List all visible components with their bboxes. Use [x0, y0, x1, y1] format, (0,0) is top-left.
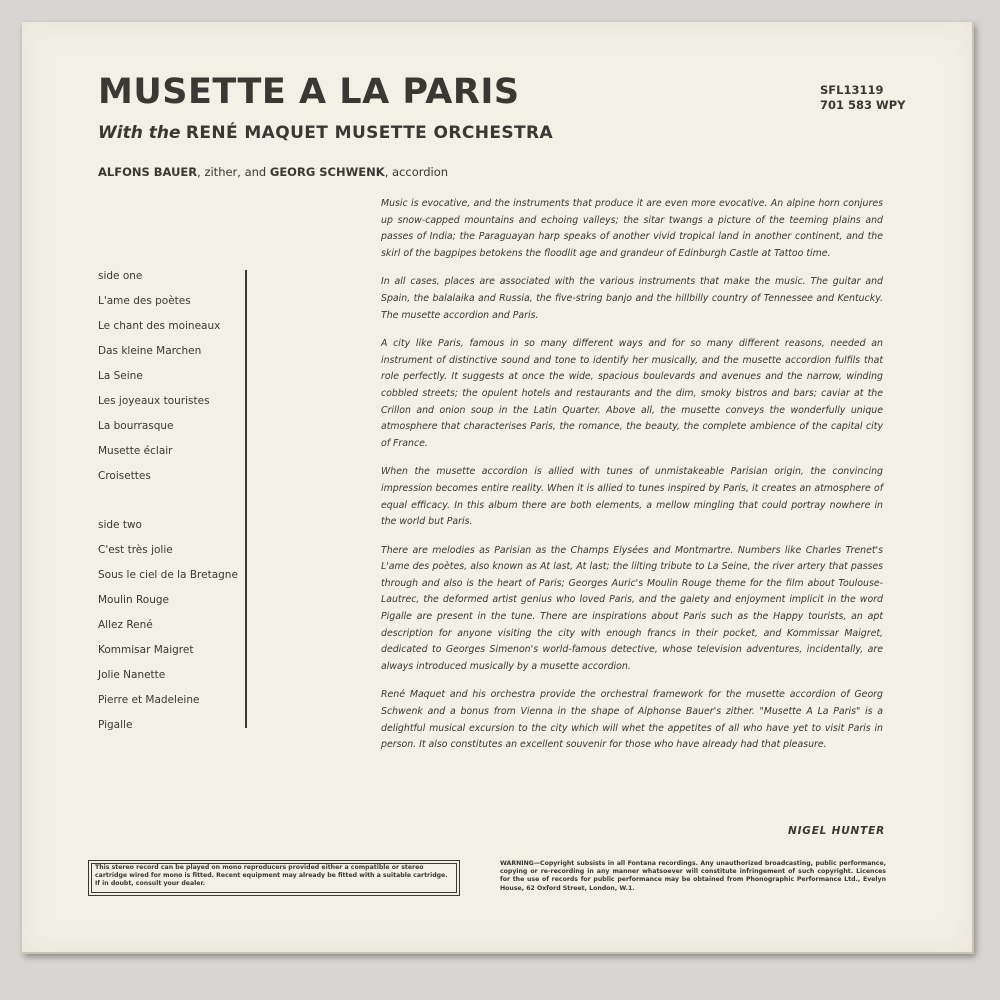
catalog-info: [820, 83, 905, 113]
soloist-role: , zither, and: [197, 165, 270, 179]
album-title: MUSETTE A LA PARIS: [98, 72, 520, 112]
track-item: Sous le ciel de la Bretagne: [98, 569, 238, 581]
liner-paragraph: A city like Paris, famous in so many different ways and for so many different reasons, needed an instrument of distinctive sound and tone to identify her musically, and the musette accordion fulfils that role perfectly. It suggests at once the wide, spacious boulevards and avenues and the narrow, winding cobbled streets; the opulent hotels and restaurants and the dim, smoky bistros and bars; caviar at the Crillon and onion soup in the Latin Quarter. Above all, the musette conveys the wonderfully unique atmosphere that characterises Paris, the romance, the beauty, the complete ambience of the capital city of France.: [381, 338, 883, 449]
track-item: Jolie Nanette: [98, 669, 166, 681]
stereo-notice-box: [88, 860, 460, 896]
track-item: Kommisar Maigret: [98, 644, 194, 656]
soloist-role: , accordion: [384, 165, 449, 179]
notes-author: NIGEL HUNTER: [788, 825, 885, 837]
stereo-notice: This stereo record can be played on mono reproducers provided either a compatible or stereo cartridge wired for mono is fitted. Recent equipment may already be fitted with a suitable cartridge. If in doubt, consult your dealer.: [95, 864, 448, 888]
track-item: La bourrasque: [98, 420, 174, 432]
track-item: Das kleine Marchen: [98, 345, 202, 357]
tracklist-divider: [245, 270, 247, 728]
copyright-warning: WARNING—Copyright subsists in all Fontana recordings. Any unauthorized broadcasting, public performance, copying or re-recording in any manner whatsoever will constitute infringement of such copyright. Licences for the use of records for public performance may be obtained from Phonographic Performance Ltd., Evelyn House, 62 Oxford Street, London, W.1.: [500, 860, 886, 892]
track-item: L'ame des poètes: [98, 295, 191, 307]
album-subtitle: [98, 123, 553, 143]
orchestra-name: RENÉ MAQUET MUSETTE ORCHESTRA: [185, 123, 554, 143]
liner-notes: [381, 196, 883, 766]
track-item: Pigalle: [98, 719, 133, 731]
liner-paragraph: When the musette accordion is allied with tunes of unmistakeable Parisian origin, the convincing impression becomes entire reality. When it is allied to tunes inspired by Paris, it creates an atmosphere of equal efficacy. In this album there are both elements, a mellow mingling that could portray nowhere in the world but Paris.: [381, 466, 883, 528]
liner-paragraph: There are melodies as Parisian as the Champs Elysées and Montmartre. Numbers like Charles Trenet's L'ame des poètes, also known as At last, At last; the lilting tribute to La Seine, the river artery that passes through and also is the heart of Paris; Georges Auric's Moulin Rouge theme for the film about Toulouse-Lautrec, the deformed artist genius who loved Paris, and the gaiety and enjoyment implicit in the word Pigalle are present in the tune. There are inspirations about Paris such as the Happy tourists, an apt description for anyone visiting the city with enough francs in their pocket, and Kommissar Maigret, dedicated to Georges Simenon's world-famous detective, whose television adventures, incidentally, are always introduced musically by a musette accordion.: [381, 544, 883, 672]
catalog-code: 701 583 WPY: [820, 98, 906, 112]
side-one-heading: side one: [98, 270, 143, 282]
track-item: Moulin Rouge: [98, 594, 169, 606]
catalog-number: SFL13119: [820, 83, 884, 97]
track-item: Croisettes: [98, 470, 151, 482]
track-item: C'est très jolie: [98, 544, 173, 556]
track-item: Musette éclair: [98, 445, 173, 457]
liner-paragraph: Music is evocative, and the instruments that produce it are even more evocative. An alpine horn conjures up snow-capped mountains and echoing valleys; the sitar twangs a picture of the teeming plains and passes of India; the Paraguayan harp speaks of another vivid tropical land in another continent, and the skirl of the bagpipes betokens the floodlit age and grandeur of Edinburgh Castle at Tattoo time.: [381, 198, 883, 259]
track-item: Le chant des moineaux: [98, 320, 221, 332]
track-item: Pierre et Madeleine: [98, 694, 200, 706]
soloists-credit: [98, 165, 448, 179]
side-two-heading: side two: [98, 519, 142, 531]
track-item: Les joyeaux touristes: [98, 395, 210, 407]
track-item: Allez René: [98, 619, 153, 631]
liner-paragraph: In all cases, places are associated with the various instruments that make the music. The guitar and Spain, the balalaika and Russia, the five-string banjo and the hillbilly country of Tennessee and Kentucky. The musette accordion and Paris.: [381, 276, 883, 321]
soloist-name: ALFONS BAUER: [98, 165, 198, 179]
soloist-name: GEORG SCHWENK: [269, 165, 385, 179]
liner-paragraph: René Maquet and his orchestra provide the orchestral framework for the musette accordion of Georg Schwenk and a bonus from Vienna in the shape of Alphonse Bauer's zither. "Musette A La Paris" is a delightful musical excursion to the city which will whet the appetites of all who have yet to visit Paris in person. It also constitutes an excellent souvenir for those who have already had that pleasure.: [381, 689, 883, 751]
track-item: La Seine: [98, 370, 143, 382]
subtitle-prefix: With the: [98, 123, 181, 143]
